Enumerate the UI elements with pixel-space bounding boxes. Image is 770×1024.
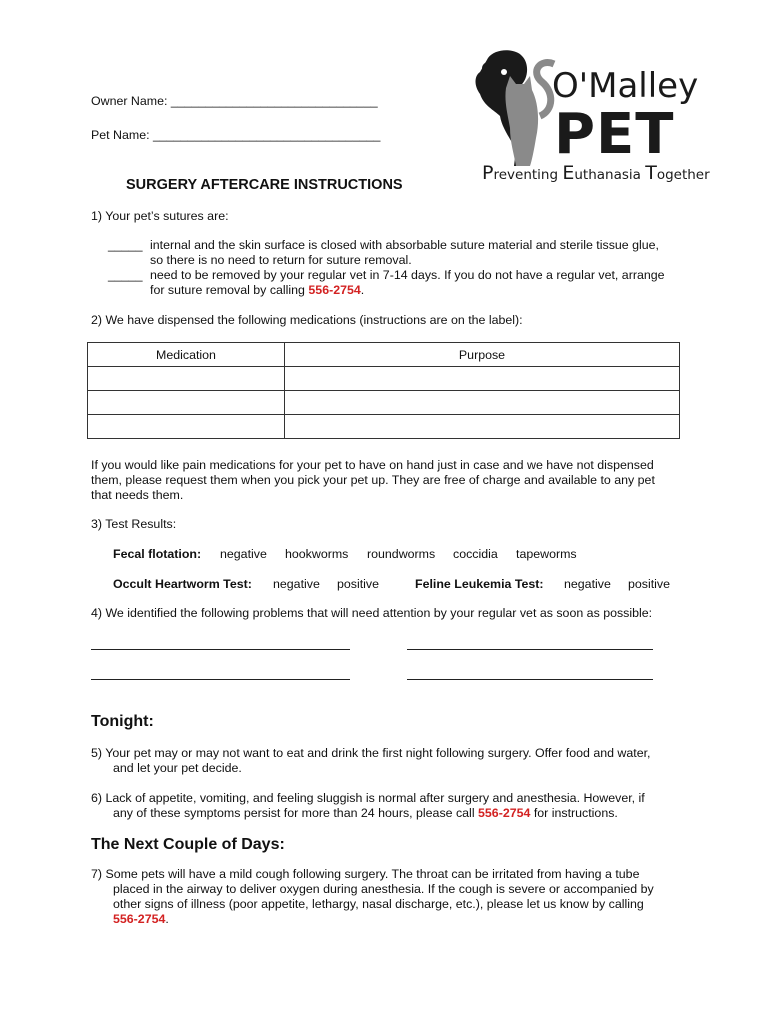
medications-item: 2) We have dispensed the following medications (instructions are on the label):	[91, 313, 523, 327]
item7-line2: placed in the airway to deliver oxygen during anesthesia. If the cough is severe or accompanied by	[113, 882, 654, 896]
fecal-option-hookworms[interactable]: hookworms	[285, 547, 349, 561]
owner-name-field[interactable]: Owner Name: ______________________________	[91, 94, 378, 108]
phone-number: 556-2754	[308, 283, 361, 297]
sutures-item: 1) Your pet’s sutures are:	[91, 209, 229, 223]
fecal-option-tapeworms[interactable]: tapeworms	[516, 547, 577, 561]
logo-omalley-text: O'Malley	[552, 66, 699, 106]
pet-name-field[interactable]: Pet Name: _________________________________	[91, 128, 381, 142]
felv-option-positive[interactable]: positive	[628, 577, 671, 591]
problem-line[interactable]	[91, 649, 350, 650]
problem-line[interactable]	[407, 649, 653, 650]
logo-tagline: Preventing Euthanasia Together	[482, 162, 710, 184]
item7-line4: 556-2754.	[113, 912, 169, 926]
heartworm-option-negative[interactable]: negative	[273, 577, 320, 591]
fecal-flotation-label: Fecal flotation:	[113, 547, 202, 561]
test-results-item: 3) Test Results:	[91, 517, 177, 531]
item6-line1: 6) Lack of appetite, vomiting, and feeling sluggish is normal after surgery and anesthesia. However, if	[91, 791, 645, 805]
purpose-column-header: Purpose	[285, 343, 680, 367]
pain-med-note-1: If you would like pain medications for your pet to have on hand just in case and we have not dispensed	[91, 458, 654, 472]
item5-line1: 5) Your pet may or may not want to eat and drink the first night following surgery. Offer food and water,	[91, 746, 651, 760]
purpose-cell[interactable]	[285, 415, 680, 439]
purpose-cell[interactable]	[285, 367, 680, 391]
item7-line3: other signs of illness (poor appetite, lethargy, nasal discharge, etc.), please let us know by calling	[113, 897, 644, 911]
suture-option-absorbable-text-2: so there is no need to return for suture removal.	[150, 253, 412, 267]
table-row	[88, 367, 680, 391]
suture-option-absorbable-text-1: internal and the skin surface is closed with absorbable suture material and sterile tissue glue,	[150, 238, 659, 252]
pain-med-note-2: them, please request them when you pick your pet up. They are free of charge and available to any pet	[91, 473, 655, 487]
table-row	[88, 391, 680, 415]
suture-option-removal-text-1: need to be removed by your regular vet in 7-14 days. If you do not have a regular vet, arrange	[150, 268, 665, 282]
omalley-pet-logo	[470, 46, 710, 186]
problem-line[interactable]	[407, 679, 653, 680]
fecal-option-negative[interactable]: negative	[220, 547, 267, 561]
heartworm-test-label: Occult Heartworm Test:	[113, 577, 252, 591]
item7-line1: 7) Some pets will have a mild cough following surgery. The throat can be irritated from having a tube	[91, 867, 640, 881]
felv-option-negative[interactable]: negative	[564, 577, 611, 591]
purpose-cell[interactable]	[285, 391, 680, 415]
medication-cell[interactable]	[88, 391, 285, 415]
pain-med-note-3: that needs them.	[91, 488, 184, 502]
felv-test-label: Feline Leukemia Test:	[415, 577, 544, 591]
suture-option-removal-text-2: for suture removal by calling 556-2754.	[150, 283, 365, 297]
medications-table	[87, 342, 680, 439]
page-title: SURGERY AFTERCARE INSTRUCTIONS	[126, 177, 403, 193]
item5-line2: and let your pet decide.	[113, 761, 242, 775]
heartworm-option-positive[interactable]: positive	[337, 577, 380, 591]
fecal-option-coccidia[interactable]: coccidia	[453, 547, 498, 561]
phone-number: 556-2754	[113, 912, 166, 926]
tonight-heading: Tonight:	[91, 713, 154, 730]
medication-cell[interactable]	[88, 415, 285, 439]
item6-line2: any of these symptoms persist for more than 24 hours, please call 556-2754 for instructions.	[113, 806, 618, 820]
suture-option-removal-blank[interactable]: _____	[108, 268, 143, 282]
table-row	[88, 415, 680, 439]
phone-number: 556-2754	[478, 806, 531, 820]
medication-column-header: Medication	[88, 343, 285, 367]
suture-option-absorbable-blank[interactable]: _____	[108, 238, 143, 252]
problem-line[interactable]	[91, 679, 350, 680]
logo-pet-text: PET	[554, 102, 675, 167]
medication-cell[interactable]	[88, 367, 285, 391]
fecal-option-roundworms[interactable]: roundworms	[367, 547, 436, 561]
next-days-heading: The Next Couple of Days:	[91, 836, 285, 853]
problems-item: 4) We identified the following problems that will need attention by your regular vet as soon as possible:	[91, 606, 653, 620]
